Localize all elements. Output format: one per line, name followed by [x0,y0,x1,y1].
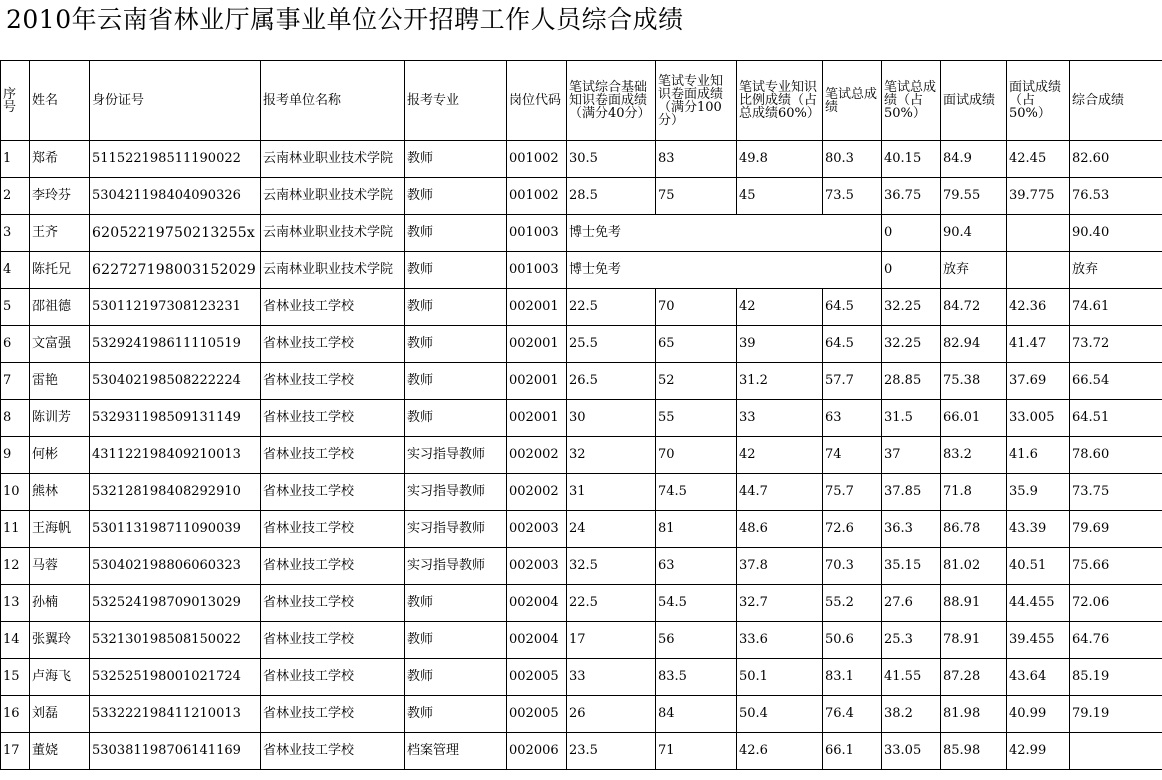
cell-total: 75.66 [1070,548,1162,585]
cell-written-major-ratio: 50.1 [737,659,823,696]
cell-unit: 省林业技工学校 [261,659,405,696]
cell-id: 62052219750213255x [90,215,261,252]
cell-interview-pct: 41.47 [1007,326,1070,363]
cell-unit: 云南林业职业技术学院 [261,178,405,215]
col-header-unit: 报考单位名称 [261,61,405,141]
cell-written-major-ratio: 45 [737,178,823,215]
cell-total: 66.54 [1070,363,1162,400]
cell-interview-pct: 42.36 [1007,289,1070,326]
cell-written-basic: 33 [567,659,656,696]
table-row [1,215,1162,252]
header-row [1,61,1162,141]
cell-written-major: 65 [656,326,737,363]
cell-interview-pct: 35.9 [1007,474,1070,511]
cell-interview: 81.02 [941,548,1007,585]
cell-interview-pct: 39.455 [1007,622,1070,659]
cell-written-basic: 25.5 [567,326,656,363]
col-header-total: 综合成绩 [1070,61,1162,141]
cell-unit: 省林业技工学校 [261,326,405,363]
cell-written-total: 66.1 [823,733,882,770]
cell-name: 文富强 [30,326,90,363]
cell-id: 530402198806060323 [90,548,261,585]
cell-code: 001002 [507,178,567,215]
cell-major: 实习指导教师 [405,437,507,474]
cell-code: 002002 [507,474,567,511]
cell-written-pct: 0 [882,215,941,252]
cell-written-major-ratio: 48.6 [737,511,823,548]
cell-no: 2 [1,178,30,215]
cell-interview-pct: 43.64 [1007,659,1070,696]
cell-total: 73.72 [1070,326,1162,363]
cell-id: 431122198409210013 [90,437,261,474]
cell-written-total: 70.3 [823,548,882,585]
cell-unit: 云南林业职业技术学院 [261,215,405,252]
cell-interview: 79.55 [941,178,1007,215]
cell-interview-pct: 42.99 [1007,733,1070,770]
cell-written-pct: 38.2 [882,696,941,733]
cell-written-major: 75 [656,178,737,215]
cell-written-total: 64.5 [823,326,882,363]
cell-unit: 云南林业职业技术学院 [261,252,405,289]
cell-written-total: 64.5 [823,289,882,326]
cell-written-pct: 32.25 [882,326,941,363]
cell-written-major-ratio: 50.4 [737,696,823,733]
cell-written-major-ratio: 44.7 [737,474,823,511]
col-header-written-basic: 笔试综合基础知识卷面成绩（满分40分） [567,61,656,141]
cell-id: 533222198411210013 [90,696,261,733]
cell-interview: 71.8 [941,474,1007,511]
cell-written-major-ratio: 33 [737,400,823,437]
cell-total: 73.75 [1070,474,1162,511]
cell-major: 教师 [405,363,507,400]
cell-exempt: 博士免考 [567,215,882,252]
cell-written-pct: 25.3 [882,622,941,659]
cell-code: 001003 [507,215,567,252]
cell-name: 刘磊 [30,696,90,733]
cell-major: 实习指导教师 [405,511,507,548]
cell-interview: 66.01 [941,400,1007,437]
cell-name: 陈托兄 [30,252,90,289]
col-header-written-total: 笔试总成绩 [823,61,882,141]
cell-no: 14 [1,622,30,659]
cell-interview: 86.78 [941,511,1007,548]
cell-id: 532924198611110519 [90,326,261,363]
cell-written-total: 72.6 [823,511,882,548]
cell-no: 17 [1,733,30,770]
cell-unit: 省林业技工学校 [261,585,405,622]
cell-interview-pct [1007,215,1070,252]
cell-interview-pct: 39.775 [1007,178,1070,215]
cell-unit: 省林业技工学校 [261,733,405,770]
table-row [1,511,1162,548]
cell-no: 11 [1,511,30,548]
cell-written-total: 83.1 [823,659,882,696]
cell-name: 王海帆 [30,511,90,548]
cell-written-major: 71 [656,733,737,770]
cell-interview-pct: 43.39 [1007,511,1070,548]
cell-written-major-ratio: 39 [737,326,823,363]
table-row [1,437,1162,474]
cell-name: 何彬 [30,437,90,474]
cell-name: 邵祖德 [30,289,90,326]
cell-written-major: 63 [656,548,737,585]
col-header-name: 姓名 [30,61,90,141]
cell-written-pct: 36.75 [882,178,941,215]
cell-no: 1 [1,141,30,178]
col-header-interview-pct: 面试成绩（占50%） [1007,61,1070,141]
cell-written-total: 63 [823,400,882,437]
cell-id: 532128198408292910 [90,474,261,511]
cell-id: 532525198001021724 [90,659,261,696]
cell-interview-pct: 40.99 [1007,696,1070,733]
cell-interview-pct: 44.455 [1007,585,1070,622]
cell-written-total: 50.6 [823,622,882,659]
table-row [1,659,1162,696]
cell-id: 532931198509131149 [90,400,261,437]
cell-no: 9 [1,437,30,474]
cell-interview: 84.9 [941,141,1007,178]
cell-major: 教师 [405,252,507,289]
cell-written-pct: 28.85 [882,363,941,400]
scores-table [0,60,1162,770]
cell-written-major-ratio: 49.8 [737,141,823,178]
table-row [1,141,1162,178]
cell-interview: 78.91 [941,622,1007,659]
cell-major: 教师 [405,400,507,437]
cell-written-major: 81 [656,511,737,548]
cell-id: 532130198508150022 [90,622,261,659]
cell-written-major: 54.5 [656,585,737,622]
col-header-interview: 面试成绩 [941,61,1007,141]
cell-code: 002006 [507,733,567,770]
table-row [1,548,1162,585]
cell-interview: 87.28 [941,659,1007,696]
cell-code: 002001 [507,400,567,437]
cell-written-basic: 31 [567,474,656,511]
cell-total: 82.60 [1070,141,1162,178]
table-row [1,178,1162,215]
cell-no: 4 [1,252,30,289]
cell-code: 002004 [507,622,567,659]
cell-name: 陈训芳 [30,400,90,437]
cell-major: 实习指导教师 [405,548,507,585]
cell-total: 90.40 [1070,215,1162,252]
cell-unit: 省林业技工学校 [261,289,405,326]
cell-interview-pct: 33.005 [1007,400,1070,437]
cell-interview: 75.38 [941,363,1007,400]
cell-interview: 放弃 [941,252,1007,289]
cell-no: 12 [1,548,30,585]
cell-unit: 云南林业职业技术学院 [261,141,405,178]
cell-major: 教师 [405,215,507,252]
cell-written-basic: 30.5 [567,141,656,178]
cell-id: 530421198404090326 [90,178,261,215]
cell-total: 78.60 [1070,437,1162,474]
cell-id: 622727198003152029 [90,252,261,289]
cell-written-pct: 33.05 [882,733,941,770]
cell-no: 3 [1,215,30,252]
cell-no: 5 [1,289,30,326]
cell-interview-pct: 41.6 [1007,437,1070,474]
cell-name: 董娆 [30,733,90,770]
cell-name: 郑希 [30,141,90,178]
cell-total: 76.53 [1070,178,1162,215]
cell-unit: 省林业技工学校 [261,622,405,659]
cell-interview-pct: 37.69 [1007,363,1070,400]
cell-total: 74.61 [1070,289,1162,326]
cell-written-major: 55 [656,400,737,437]
cell-unit: 省林业技工学校 [261,474,405,511]
cell-code: 002005 [507,659,567,696]
cell-interview: 90.4 [941,215,1007,252]
cell-written-basic: 32 [567,437,656,474]
cell-written-major-ratio: 31.2 [737,363,823,400]
cell-written-major: 74.5 [656,474,737,511]
cell-written-total: 74 [823,437,882,474]
cell-code: 002003 [507,548,567,585]
cell-written-pct: 31.5 [882,400,941,437]
cell-written-major-ratio: 42.6 [737,733,823,770]
cell-written-basic: 26 [567,696,656,733]
cell-written-total: 57.7 [823,363,882,400]
cell-code: 002002 [507,437,567,474]
cell-code: 001003 [507,252,567,289]
table-row [1,622,1162,659]
cell-unit: 省林业技工学校 [261,696,405,733]
cell-major: 教师 [405,585,507,622]
cell-major: 教师 [405,622,507,659]
cell-interview: 81.98 [941,696,1007,733]
cell-written-major: 83.5 [656,659,737,696]
cell-code: 002005 [507,696,567,733]
cell-name: 王齐 [30,215,90,252]
cell-written-pct: 0 [882,252,941,289]
cell-no: 13 [1,585,30,622]
cell-total: 放弃 [1070,252,1162,289]
cell-written-basic: 28.5 [567,178,656,215]
cell-written-basic: 22.5 [567,289,656,326]
cell-unit: 省林业技工学校 [261,511,405,548]
cell-written-major-ratio: 32.7 [737,585,823,622]
cell-written-major-ratio: 42 [737,437,823,474]
cell-major: 实习指导教师 [405,474,507,511]
cell-written-pct: 37 [882,437,941,474]
cell-total: 72.06 [1070,585,1162,622]
cell-name: 熊林 [30,474,90,511]
cell-written-pct: 32.25 [882,289,941,326]
cell-interview: 84.72 [941,289,1007,326]
cell-written-basic: 23.5 [567,733,656,770]
cell-major: 教师 [405,659,507,696]
cell-total: 79.69 [1070,511,1162,548]
cell-unit: 省林业技工学校 [261,548,405,585]
cell-written-pct: 27.6 [882,585,941,622]
table-row [1,326,1162,363]
table-row [1,733,1162,770]
cell-exempt: 博士免考 [567,252,882,289]
cell-interview-pct: 40.51 [1007,548,1070,585]
cell-name: 张翼玲 [30,622,90,659]
cell-name: 孙楠 [30,585,90,622]
cell-total: 79.19 [1070,696,1162,733]
cell-name: 李玲芬 [30,178,90,215]
cell-written-basic: 24 [567,511,656,548]
cell-name: 马蓉 [30,548,90,585]
cell-code: 002003 [507,511,567,548]
table-row [1,474,1162,511]
cell-id: 530112197308123231 [90,289,261,326]
cell-interview: 83.2 [941,437,1007,474]
cell-id: 511522198511190022 [90,141,261,178]
cell-id: 530113198711090039 [90,511,261,548]
cell-code: 002004 [507,585,567,622]
cell-major: 教师 [405,696,507,733]
cell-written-major-ratio: 42 [737,289,823,326]
cell-no: 7 [1,363,30,400]
col-header-written-pct: 笔试总成绩（占50%） [882,61,941,141]
cell-code: 002001 [507,326,567,363]
cell-interview-pct: 42.45 [1007,141,1070,178]
cell-total: 64.76 [1070,622,1162,659]
cell-written-major: 84 [656,696,737,733]
cell-total: 85.19 [1070,659,1162,696]
cell-written-major: 52 [656,363,737,400]
cell-code: 002001 [507,289,567,326]
table-row [1,585,1162,622]
cell-written-major-ratio: 33.6 [737,622,823,659]
col-header-no: 序号 [1,61,30,141]
cell-major: 教师 [405,141,507,178]
cell-written-total: 55.2 [823,585,882,622]
cell-code: 001002 [507,141,567,178]
cell-written-basic: 17 [567,622,656,659]
cell-unit: 省林业技工学校 [261,400,405,437]
cell-major: 教师 [405,326,507,363]
cell-unit: 省林业技工学校 [261,363,405,400]
cell-major: 教师 [405,289,507,326]
table-row [1,252,1162,289]
page-title: 2010年云南省林业厅属事业单位公开招聘工作人员综合成绩 [6,5,684,34]
cell-written-basic: 32.5 [567,548,656,585]
cell-id: 530402198508222224 [90,363,261,400]
cell-written-total: 76.4 [823,696,882,733]
col-header-major: 报考专业 [405,61,507,141]
cell-written-total: 73.5 [823,178,882,215]
cell-name: 雷艳 [30,363,90,400]
cell-code: 002001 [507,363,567,400]
cell-written-major-ratio: 37.8 [737,548,823,585]
cell-total: 64.51 [1070,400,1162,437]
cell-written-pct: 37.85 [882,474,941,511]
cell-unit: 省林业技工学校 [261,437,405,474]
cell-written-total: 75.7 [823,474,882,511]
cell-written-major: 70 [656,437,737,474]
cell-name: 卢海飞 [30,659,90,696]
cell-interview: 85.98 [941,733,1007,770]
cell-written-basic: 22.5 [567,585,656,622]
cell-no: 15 [1,659,30,696]
table-row [1,363,1162,400]
cell-written-total: 80.3 [823,141,882,178]
col-header-id: 身份证号 [90,61,261,141]
table-row [1,289,1162,326]
cell-written-major: 70 [656,289,737,326]
table-row [1,400,1162,437]
cell-written-major: 56 [656,622,737,659]
col-header-written-major: 笔试专业知识卷面成绩（满分100分） [656,61,737,141]
cell-written-major: 83 [656,141,737,178]
cell-total [1070,733,1162,770]
cell-interview: 88.91 [941,585,1007,622]
cell-major: 教师 [405,178,507,215]
cell-written-pct: 35.15 [882,548,941,585]
cell-written-basic: 30 [567,400,656,437]
cell-no: 8 [1,400,30,437]
cell-written-pct: 41.55 [882,659,941,696]
cell-written-pct: 40.15 [882,141,941,178]
cell-major: 档案管理 [405,733,507,770]
cell-no: 16 [1,696,30,733]
cell-written-pct: 36.3 [882,511,941,548]
cell-id: 530381198706141169 [90,733,261,770]
col-header-written-major-ratio: 笔试专业知识比例成绩（占总成绩60%） [737,61,823,141]
col-header-code: 岗位代码 [507,61,567,141]
cell-interview: 82.94 [941,326,1007,363]
cell-interview-pct [1007,252,1070,289]
table-row [1,696,1162,733]
cell-no: 10 [1,474,30,511]
cell-id: 532524198709013029 [90,585,261,622]
cell-written-basic: 26.5 [567,363,656,400]
cell-no: 6 [1,326,30,363]
